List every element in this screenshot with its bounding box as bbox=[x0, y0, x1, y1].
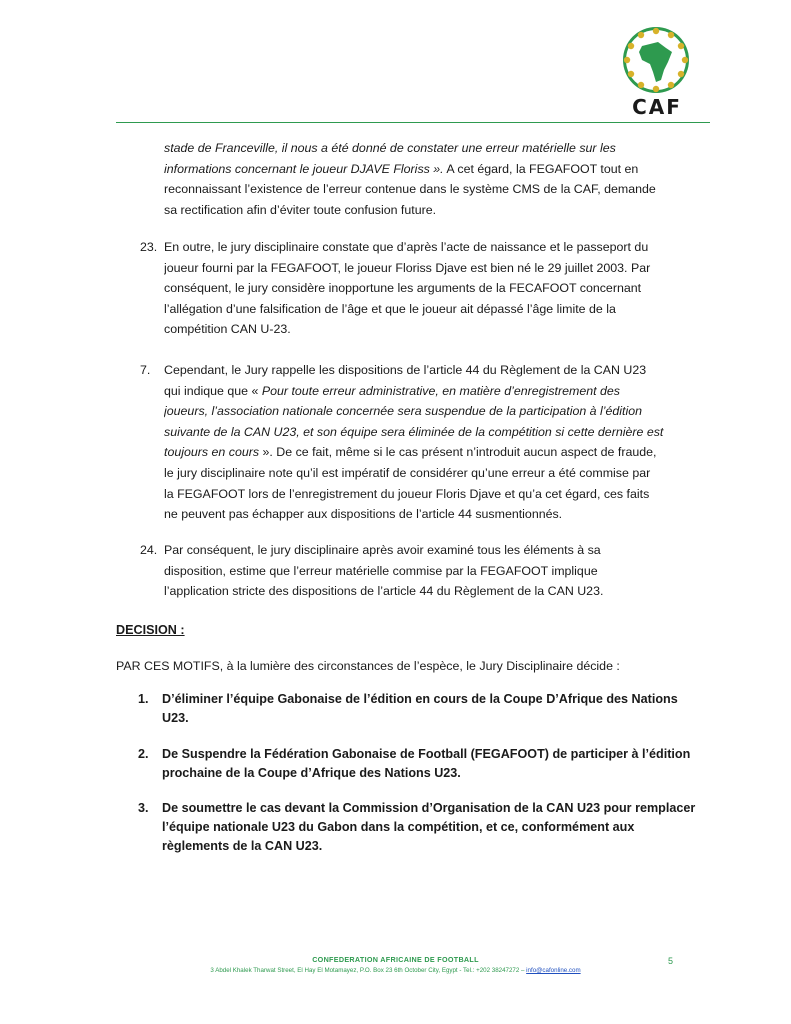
text-line: disposition, estime que l’erreur matérielle commise par la FEGAFOOT implique bbox=[164, 563, 598, 578]
header-divider bbox=[116, 122, 710, 123]
text-line: ne peuvent pas échapper aux dispositions de l’article 44 susmentionnés. bbox=[164, 507, 563, 522]
text-line: Par conséquent, le jury disciplinaire après avoir examiné tous les éléments à sa bbox=[164, 543, 601, 557]
quote-line: joueurs, l’association nationale concernée sera suspendue de la participation à l’édition bbox=[164, 404, 643, 419]
text-line: En outre, le jury disciplinaire constate que d’après l’acte de naissance et le passeport du bbox=[164, 240, 649, 254]
paragraph-23 bbox=[164, 237, 674, 340]
text-line: conséquent, le jury considère inopportune les arguments de la FECAFOOT concernant bbox=[164, 281, 642, 296]
text-line: De Suspendre la Fédération Gabonaise de Football (FEGAFOOT) de participer à l’édition bbox=[162, 747, 691, 761]
page-number: 5 bbox=[668, 956, 674, 966]
email-link[interactable]: info@cafonline.com bbox=[526, 967, 581, 974]
text-line: stade de Franceville, il nous a été donné de constater une erreur matérielle sur les bbox=[164, 141, 616, 155]
decision-item-number: 3. bbox=[138, 801, 149, 815]
address-text: 3 Abdel Khalek Tharwat Street, El Hay El Motamayez, P.O. Box 23 6th October City, Egypt - Tel.: +202 38247272 – bbox=[210, 967, 527, 974]
quote-line: suivante de la CAN U23, et son équipe sera éliminée de la compétition si cette dernière est bbox=[164, 424, 664, 439]
paragraph-number: 24. bbox=[140, 543, 158, 557]
decision-intro: PAR CES MOTIFS, à la lumière des circonstances de l’espèce, le Jury Disciplinaire décide : bbox=[116, 659, 620, 673]
text-line: prochaine de la Coupe d’Afrique des Nations U23. bbox=[162, 766, 461, 780]
text-fragment: qui indique que « bbox=[164, 383, 262, 398]
continuation-paragraph bbox=[164, 138, 674, 220]
decision-heading: DECISION : bbox=[116, 623, 185, 637]
quote-fragment: Pour toute erreur administrative, en matière d’enregistrement des bbox=[261, 383, 620, 398]
text-fragment: A cet égard, la FEGAFOOT tout en bbox=[443, 161, 639, 176]
decision-item-1 bbox=[162, 690, 678, 728]
text-line: règlements de la CAN U23. bbox=[162, 839, 323, 853]
text-line bbox=[164, 381, 674, 402]
text-line: sa rectification afin d’éviter toute confusion future. bbox=[164, 202, 437, 217]
text-line: U23. bbox=[162, 711, 189, 725]
decision-item-2 bbox=[162, 745, 691, 783]
text-fragment: informations concernant le joueur DJAVE Floriss ». bbox=[164, 161, 444, 176]
text-line: l’application stricte des dispositions de l’article 44 du Règlement de la CAN U23. bbox=[164, 584, 604, 599]
text-line: joueur fourni par la FEGAFOOT, le joueur Floriss Djave est bien né le 29 juillet 2003. Par bbox=[164, 260, 651, 275]
caf-logo-text: CAF bbox=[632, 95, 682, 119]
decision-item-number: 2. bbox=[138, 747, 149, 761]
text-line: De soumettre le cas devant la Commission d’Organisation de la CAN U23 pour remplacer bbox=[162, 801, 696, 815]
text-line: compétition CAN U-23. bbox=[164, 322, 291, 337]
quote-fragment: toujours en cours bbox=[164, 445, 260, 460]
text-line: Cependant, le Jury rappelle les dispositions de l’article 44 du Règlement de la CAN U23 bbox=[164, 363, 647, 377]
text-line bbox=[164, 442, 674, 463]
text-fragment: ». De ce fait, même si le cas présent n’introduit aucun aspect de fraude, bbox=[259, 445, 657, 460]
paragraph-7 bbox=[164, 360, 674, 525]
text-line: l’allégation d’une falsification de l’âge et que le joueur ait dépassé l’âge limite de la bbox=[164, 301, 616, 316]
text-line: l’équipe nationale U23 du Gabon dans la compétition, et ce, conformément aux bbox=[162, 820, 635, 834]
text-line: D’éliminer l’équipe Gabonaise de l’édition en cours de la Coupe D’Afrique des Nations bbox=[162, 692, 678, 706]
text-line: reconnaissant l’existence de l’erreur contenue dans le système CMS de la CAF, demande bbox=[164, 182, 656, 197]
decision-item-3 bbox=[162, 799, 696, 856]
text-line: la FEGAFOOT lors de l’enregistrement du joueur Floris Djave et qu’a cet égard, ces faits bbox=[164, 486, 650, 501]
footer-address bbox=[0, 967, 791, 974]
text-line bbox=[164, 159, 674, 180]
text-line: le jury disciplinaire note qu’il est impératif de considérer qu’une erreur a été commise par bbox=[164, 465, 651, 480]
footer-organization: CONFEDERATION AFRICAINE DE FOOTBALL bbox=[312, 955, 479, 964]
decision-item-number: 1. bbox=[138, 692, 149, 706]
paragraph-number: 23. bbox=[140, 240, 158, 254]
paragraph-24 bbox=[164, 540, 674, 602]
paragraph-number: 7. bbox=[140, 363, 151, 377]
